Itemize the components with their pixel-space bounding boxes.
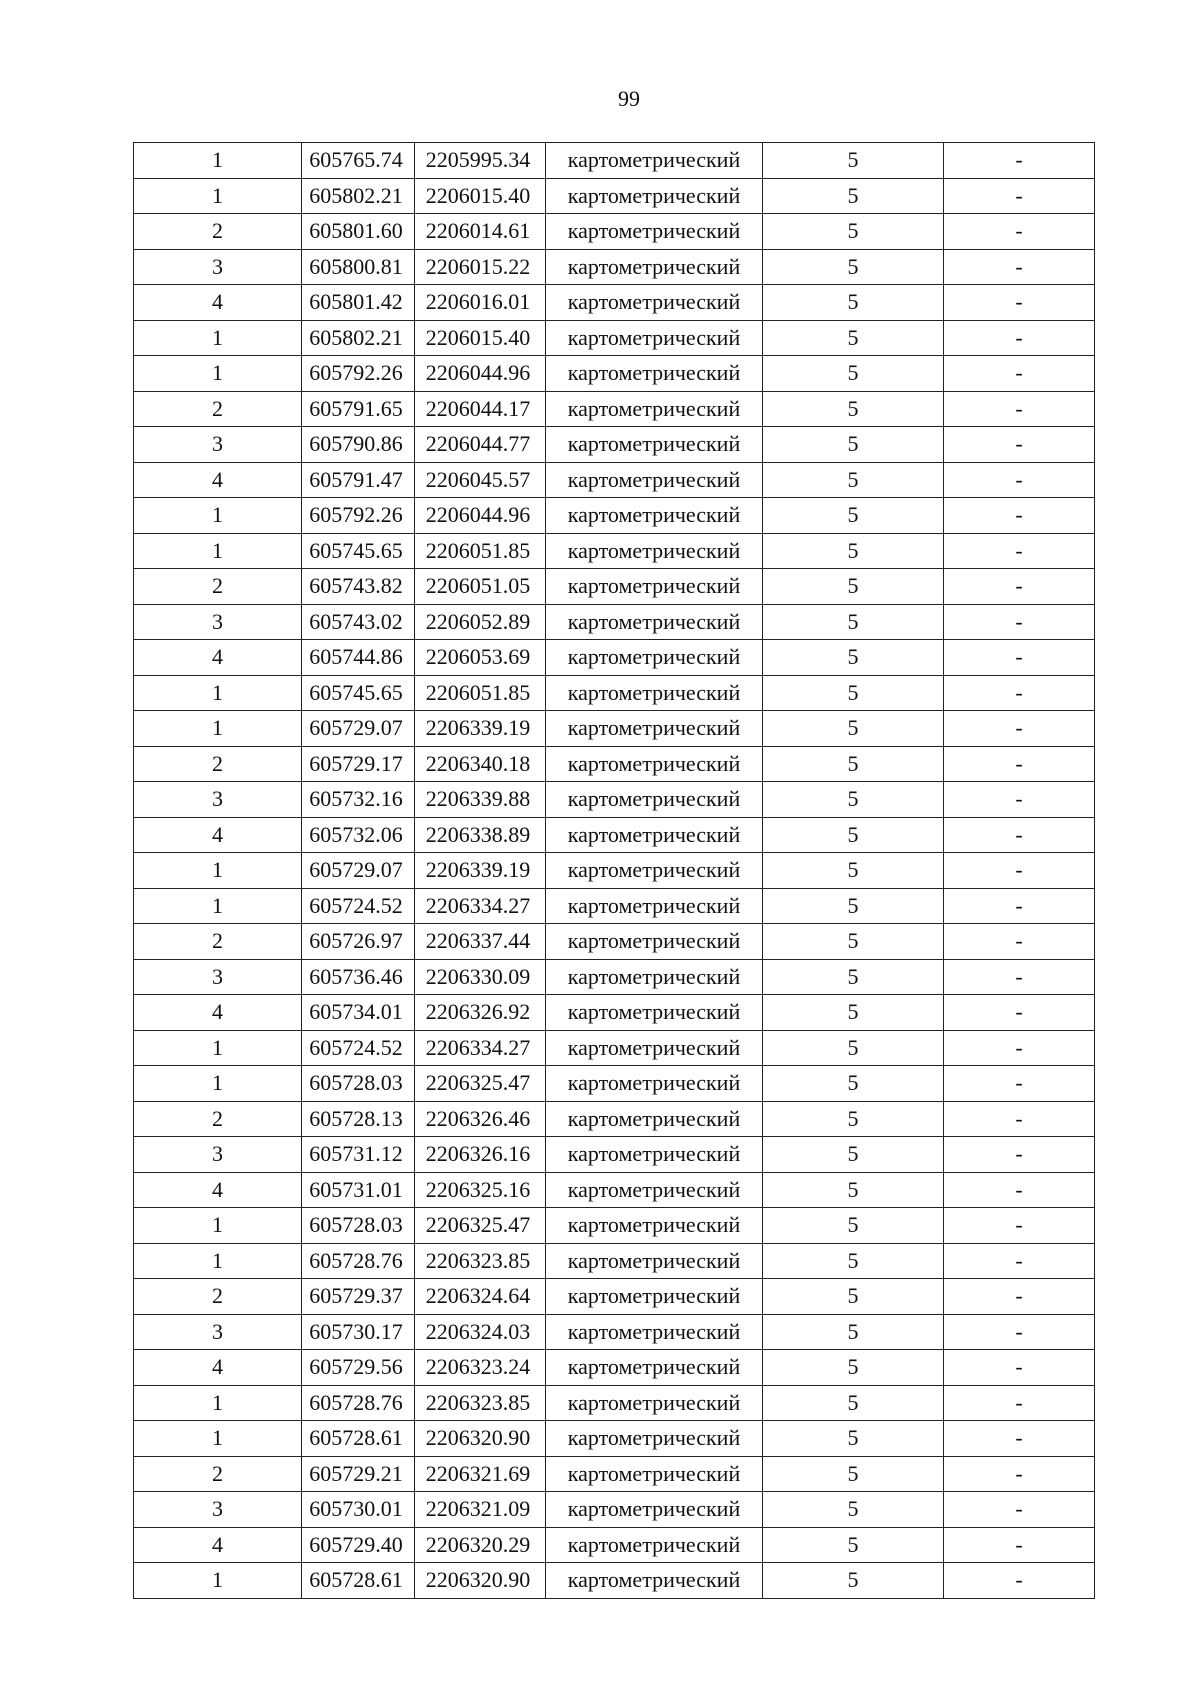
y-coordinate-cell: 2206044.17 xyxy=(415,391,546,427)
point-number-cell: 4 xyxy=(134,1172,302,1208)
accuracy-cell: 5 xyxy=(763,959,944,995)
method-cell: картометрический xyxy=(546,462,763,498)
x-coordinate-cell: 605791.47 xyxy=(302,462,415,498)
note-cell: - xyxy=(944,1030,1095,1066)
x-coordinate-cell: 605729.56 xyxy=(302,1350,415,1386)
method-cell: картометрический xyxy=(546,356,763,392)
accuracy-cell: 5 xyxy=(763,746,944,782)
accuracy-cell: 5 xyxy=(763,462,944,498)
method-cell: картометрический xyxy=(546,1314,763,1350)
accuracy-cell: 5 xyxy=(763,817,944,853)
note-cell: - xyxy=(944,214,1095,250)
method-cell: картометрический xyxy=(546,1137,763,1173)
x-coordinate-cell: 605765.74 xyxy=(302,143,415,179)
x-coordinate-cell: 605801.60 xyxy=(302,214,415,250)
note-cell: - xyxy=(944,1492,1095,1528)
method-cell: картометрический xyxy=(546,924,763,960)
method-cell: картометрический xyxy=(546,1456,763,1492)
accuracy-cell: 5 xyxy=(763,320,944,356)
x-coordinate-cell: 605730.01 xyxy=(302,1492,415,1528)
x-coordinate-cell: 605731.01 xyxy=(302,1172,415,1208)
x-coordinate-cell: 605732.06 xyxy=(302,817,415,853)
note-cell: - xyxy=(944,249,1095,285)
y-coordinate-cell: 2206324.64 xyxy=(415,1279,546,1315)
accuracy-cell: 5 xyxy=(763,1137,944,1173)
y-coordinate-cell: 2206320.29 xyxy=(415,1527,546,1563)
method-cell: картометрический xyxy=(546,1066,763,1102)
point-number-cell: 2 xyxy=(134,569,302,605)
y-coordinate-cell: 2206015.40 xyxy=(415,320,546,356)
y-coordinate-cell: 2206052.89 xyxy=(415,604,546,640)
point-number-cell: 2 xyxy=(134,1279,302,1315)
method-cell: картометрический xyxy=(546,1563,763,1599)
accuracy-cell: 5 xyxy=(763,1243,944,1279)
note-cell: - xyxy=(944,675,1095,711)
accuracy-cell: 5 xyxy=(763,143,944,179)
note-cell: - xyxy=(944,640,1095,676)
x-coordinate-cell: 605724.52 xyxy=(302,888,415,924)
table-row xyxy=(134,1030,1095,1066)
point-number-cell: 4 xyxy=(134,817,302,853)
y-coordinate-cell: 2206338.89 xyxy=(415,817,546,853)
y-coordinate-cell: 2206334.27 xyxy=(415,1030,546,1066)
table-row xyxy=(134,214,1095,250)
point-number-cell: 2 xyxy=(134,746,302,782)
table-row xyxy=(134,391,1095,427)
point-number-cell: 2 xyxy=(134,1101,302,1137)
y-coordinate-cell: 2205995.34 xyxy=(415,143,546,179)
method-cell: картометрический xyxy=(546,782,763,818)
x-coordinate-cell: 605745.65 xyxy=(302,675,415,711)
page-number: 99 xyxy=(618,86,640,111)
table-row xyxy=(134,498,1095,534)
x-coordinate-cell: 605728.76 xyxy=(302,1385,415,1421)
y-coordinate-cell: 2206044.96 xyxy=(415,498,546,534)
table-row xyxy=(134,1456,1095,1492)
note-cell: - xyxy=(944,462,1095,498)
x-coordinate-cell: 605728.61 xyxy=(302,1563,415,1599)
method-cell: картометрический xyxy=(546,1101,763,1137)
accuracy-cell: 5 xyxy=(763,782,944,818)
x-coordinate-cell: 605726.97 xyxy=(302,924,415,960)
table-row xyxy=(134,924,1095,960)
method-cell: картометрический xyxy=(546,1492,763,1528)
y-coordinate-cell: 2206320.90 xyxy=(415,1421,546,1457)
point-number-cell: 1 xyxy=(134,1563,302,1599)
point-number-cell: 1 xyxy=(134,1066,302,1102)
table-row xyxy=(134,1172,1095,1208)
method-cell: картометрический xyxy=(546,533,763,569)
y-coordinate-cell: 2206321.69 xyxy=(415,1456,546,1492)
method-cell: картометрический xyxy=(546,1421,763,1457)
x-coordinate-cell: 605745.65 xyxy=(302,533,415,569)
note-cell: - xyxy=(944,285,1095,321)
x-coordinate-cell: 605744.86 xyxy=(302,640,415,676)
y-coordinate-cell: 2206340.18 xyxy=(415,746,546,782)
accuracy-cell: 5 xyxy=(763,1279,944,1315)
y-coordinate-cell: 2206326.92 xyxy=(415,995,546,1031)
method-cell: картометрический xyxy=(546,853,763,889)
y-coordinate-cell: 2206051.05 xyxy=(415,569,546,605)
point-number-cell: 3 xyxy=(134,604,302,640)
point-number-cell: 2 xyxy=(134,214,302,250)
method-cell: картометрический xyxy=(546,675,763,711)
accuracy-cell: 5 xyxy=(763,391,944,427)
y-coordinate-cell: 2206339.19 xyxy=(415,853,546,889)
accuracy-cell: 5 xyxy=(763,1172,944,1208)
table-row xyxy=(134,143,1095,179)
point-number-cell: 3 xyxy=(134,1492,302,1528)
accuracy-cell: 5 xyxy=(763,1208,944,1244)
accuracy-cell: 5 xyxy=(763,1066,944,1102)
note-cell: - xyxy=(944,746,1095,782)
note-cell: - xyxy=(944,1421,1095,1457)
table-row xyxy=(134,1208,1095,1244)
note-cell: - xyxy=(944,1101,1095,1137)
note-cell: - xyxy=(944,178,1095,214)
table-row xyxy=(134,995,1095,1031)
y-coordinate-cell: 2206044.96 xyxy=(415,356,546,392)
x-coordinate-cell: 605724.52 xyxy=(302,1030,415,1066)
accuracy-cell: 5 xyxy=(763,569,944,605)
accuracy-cell: 5 xyxy=(763,533,944,569)
note-cell: - xyxy=(944,1066,1095,1102)
point-number-cell: 1 xyxy=(134,1385,302,1421)
y-coordinate-cell: 2206053.69 xyxy=(415,640,546,676)
accuracy-cell: 5 xyxy=(763,356,944,392)
accuracy-cell: 5 xyxy=(763,1385,944,1421)
table-row xyxy=(134,959,1095,995)
method-cell: картометрический xyxy=(546,249,763,285)
point-number-cell: 3 xyxy=(134,249,302,285)
point-number-cell: 1 xyxy=(134,320,302,356)
method-cell: картометрический xyxy=(546,498,763,534)
note-cell: - xyxy=(944,1208,1095,1244)
method-cell: картометрический xyxy=(546,1030,763,1066)
accuracy-cell: 5 xyxy=(763,1314,944,1350)
note-cell: - xyxy=(944,320,1095,356)
table-row xyxy=(134,356,1095,392)
x-coordinate-cell: 605731.12 xyxy=(302,1137,415,1173)
method-cell: картометрический xyxy=(546,569,763,605)
accuracy-cell: 5 xyxy=(763,1350,944,1386)
table-row xyxy=(134,746,1095,782)
x-coordinate-cell: 605736.46 xyxy=(302,959,415,995)
point-number-cell: 3 xyxy=(134,1314,302,1350)
note-cell: - xyxy=(944,533,1095,569)
note-cell: - xyxy=(944,498,1095,534)
y-coordinate-cell: 2206326.16 xyxy=(415,1137,546,1173)
y-coordinate-cell: 2206014.61 xyxy=(415,214,546,250)
method-cell: картометрический xyxy=(546,604,763,640)
x-coordinate-cell: 605792.26 xyxy=(302,498,415,534)
point-number-cell: 1 xyxy=(134,356,302,392)
x-coordinate-cell: 605791.65 xyxy=(302,391,415,427)
accuracy-cell: 5 xyxy=(763,640,944,676)
method-cell: картометрический xyxy=(546,1385,763,1421)
x-coordinate-cell: 605730.17 xyxy=(302,1314,415,1350)
accuracy-cell: 5 xyxy=(763,1456,944,1492)
x-coordinate-cell: 605728.03 xyxy=(302,1208,415,1244)
table-row xyxy=(134,853,1095,889)
method-cell: картометрический xyxy=(546,1279,763,1315)
note-cell: - xyxy=(944,356,1095,392)
method-cell: картометрический xyxy=(546,888,763,924)
note-cell: - xyxy=(944,782,1095,818)
note-cell: - xyxy=(944,853,1095,889)
table-row xyxy=(134,1350,1095,1386)
method-cell: картометрический xyxy=(546,391,763,427)
point-number-cell: 2 xyxy=(134,1456,302,1492)
y-coordinate-cell: 2206015.40 xyxy=(415,178,546,214)
point-number-cell: 1 xyxy=(134,675,302,711)
note-cell: - xyxy=(944,604,1095,640)
note-cell: - xyxy=(944,924,1095,960)
x-coordinate-cell: 605802.21 xyxy=(302,178,415,214)
point-number-cell: 1 xyxy=(134,498,302,534)
table-row xyxy=(134,1385,1095,1421)
accuracy-cell: 5 xyxy=(763,711,944,747)
method-cell: картометрический xyxy=(546,178,763,214)
y-coordinate-cell: 2206323.85 xyxy=(415,1243,546,1279)
y-coordinate-cell: 2206324.03 xyxy=(415,1314,546,1350)
note-cell: - xyxy=(944,143,1095,179)
note-cell: - xyxy=(944,1279,1095,1315)
method-cell: картометрический xyxy=(546,1527,763,1563)
point-number-cell: 1 xyxy=(134,1208,302,1244)
table-row xyxy=(134,1563,1095,1599)
method-cell: картометрический xyxy=(546,711,763,747)
accuracy-cell: 5 xyxy=(763,853,944,889)
point-number-cell: 1 xyxy=(134,533,302,569)
y-coordinate-cell: 2206330.09 xyxy=(415,959,546,995)
x-coordinate-cell: 605790.86 xyxy=(302,427,415,463)
note-cell: - xyxy=(944,1563,1095,1599)
note-cell: - xyxy=(944,888,1095,924)
method-cell: картометрический xyxy=(546,817,763,853)
accuracy-cell: 5 xyxy=(763,178,944,214)
note-cell: - xyxy=(944,711,1095,747)
point-number-cell: 1 xyxy=(134,1421,302,1457)
note-cell: - xyxy=(944,569,1095,605)
accuracy-cell: 5 xyxy=(763,888,944,924)
table-row xyxy=(134,1279,1095,1315)
accuracy-cell: 5 xyxy=(763,1527,944,1563)
method-cell: картометрический xyxy=(546,995,763,1031)
method-cell: картометрический xyxy=(546,427,763,463)
method-cell: картометрический xyxy=(546,214,763,250)
x-coordinate-cell: 605743.82 xyxy=(302,569,415,605)
point-number-cell: 4 xyxy=(134,1350,302,1386)
x-coordinate-cell: 605729.40 xyxy=(302,1527,415,1563)
y-coordinate-cell: 2206016.01 xyxy=(415,285,546,321)
x-coordinate-cell: 605729.17 xyxy=(302,746,415,782)
table-row xyxy=(134,285,1095,321)
point-number-cell: 2 xyxy=(134,391,302,427)
point-number-cell: 4 xyxy=(134,640,302,676)
accuracy-cell: 5 xyxy=(763,995,944,1031)
y-coordinate-cell: 2206051.85 xyxy=(415,675,546,711)
note-cell: - xyxy=(944,1456,1095,1492)
note-cell: - xyxy=(944,1243,1095,1279)
y-coordinate-cell: 2206051.85 xyxy=(415,533,546,569)
note-cell: - xyxy=(944,1137,1095,1173)
note-cell: - xyxy=(944,1314,1095,1350)
table-row xyxy=(134,604,1095,640)
accuracy-cell: 5 xyxy=(763,249,944,285)
point-number-cell: 1 xyxy=(134,178,302,214)
method-cell: картометрический xyxy=(546,285,763,321)
point-number-cell: 4 xyxy=(134,1527,302,1563)
accuracy-cell: 5 xyxy=(763,498,944,534)
note-cell: - xyxy=(944,817,1095,853)
point-number-cell: 1 xyxy=(134,711,302,747)
note-cell: - xyxy=(944,427,1095,463)
note-cell: - xyxy=(944,391,1095,427)
coordinates-table-body xyxy=(134,143,1095,1599)
method-cell: картометрический xyxy=(546,1172,763,1208)
accuracy-cell: 5 xyxy=(763,427,944,463)
point-number-cell: 2 xyxy=(134,924,302,960)
table-row xyxy=(134,569,1095,605)
y-coordinate-cell: 2206323.24 xyxy=(415,1350,546,1386)
table-row xyxy=(134,1527,1095,1563)
y-coordinate-cell: 2206325.16 xyxy=(415,1172,546,1208)
point-number-cell: 4 xyxy=(134,995,302,1031)
x-coordinate-cell: 605801.42 xyxy=(302,285,415,321)
table-row xyxy=(134,675,1095,711)
x-coordinate-cell: 605728.61 xyxy=(302,1421,415,1457)
y-coordinate-cell: 2206320.90 xyxy=(415,1563,546,1599)
y-coordinate-cell: 2206321.09 xyxy=(415,1492,546,1528)
x-coordinate-cell: 605729.21 xyxy=(302,1456,415,1492)
point-number-cell: 4 xyxy=(134,285,302,321)
x-coordinate-cell: 605800.81 xyxy=(302,249,415,285)
x-coordinate-cell: 605732.16 xyxy=(302,782,415,818)
x-coordinate-cell: 605728.13 xyxy=(302,1101,415,1137)
accuracy-cell: 5 xyxy=(763,214,944,250)
y-coordinate-cell: 2206339.88 xyxy=(415,782,546,818)
method-cell: картометрический xyxy=(546,1243,763,1279)
table-row xyxy=(134,640,1095,676)
accuracy-cell: 5 xyxy=(763,1421,944,1457)
note-cell: - xyxy=(944,1385,1095,1421)
point-number-cell: 3 xyxy=(134,427,302,463)
y-coordinate-cell: 2206339.19 xyxy=(415,711,546,747)
table-row xyxy=(134,711,1095,747)
accuracy-cell: 5 xyxy=(763,1101,944,1137)
note-cell: - xyxy=(944,995,1095,1031)
point-number-cell: 3 xyxy=(134,1137,302,1173)
point-number-cell: 1 xyxy=(134,1243,302,1279)
method-cell: картометрический xyxy=(546,143,763,179)
y-coordinate-cell: 2206325.47 xyxy=(415,1066,546,1102)
y-coordinate-cell: 2206337.44 xyxy=(415,924,546,960)
method-cell: картометрический xyxy=(546,1208,763,1244)
table-row xyxy=(134,462,1095,498)
table-row xyxy=(134,1066,1095,1102)
accuracy-cell: 5 xyxy=(763,924,944,960)
note-cell: - xyxy=(944,1172,1095,1208)
table-row xyxy=(134,178,1095,214)
x-coordinate-cell: 605734.01 xyxy=(302,995,415,1031)
note-cell: - xyxy=(944,959,1095,995)
point-number-cell: 1 xyxy=(134,853,302,889)
table-row xyxy=(134,320,1095,356)
point-number-cell: 3 xyxy=(134,959,302,995)
method-cell: картометрический xyxy=(546,959,763,995)
y-coordinate-cell: 2206045.57 xyxy=(415,462,546,498)
method-cell: картометрический xyxy=(546,320,763,356)
y-coordinate-cell: 2206323.85 xyxy=(415,1385,546,1421)
x-coordinate-cell: 605729.37 xyxy=(302,1279,415,1315)
y-coordinate-cell: 2206325.47 xyxy=(415,1208,546,1244)
point-number-cell: 4 xyxy=(134,462,302,498)
table-row xyxy=(134,1137,1095,1173)
table-row xyxy=(134,1314,1095,1350)
table-row xyxy=(134,1421,1095,1457)
accuracy-cell: 5 xyxy=(763,675,944,711)
method-cell: картометрический xyxy=(546,1350,763,1386)
y-coordinate-cell: 2206044.77 xyxy=(415,427,546,463)
point-number-cell: 1 xyxy=(134,1030,302,1066)
table-row xyxy=(134,817,1095,853)
x-coordinate-cell: 605729.07 xyxy=(302,853,415,889)
x-coordinate-cell: 605743.02 xyxy=(302,604,415,640)
table-row xyxy=(134,249,1095,285)
table-row xyxy=(134,1243,1095,1279)
x-coordinate-cell: 605802.21 xyxy=(302,320,415,356)
x-coordinate-cell: 605728.03 xyxy=(302,1066,415,1102)
coordinates-table xyxy=(133,142,1095,1599)
accuracy-cell: 5 xyxy=(763,1563,944,1599)
x-coordinate-cell: 605792.26 xyxy=(302,356,415,392)
accuracy-cell: 5 xyxy=(763,1492,944,1528)
point-number-cell: 3 xyxy=(134,782,302,818)
table-row xyxy=(134,782,1095,818)
method-cell: картометрический xyxy=(546,746,763,782)
method-cell: картометрический xyxy=(546,640,763,676)
table-row xyxy=(134,1101,1095,1137)
note-cell: - xyxy=(944,1350,1095,1386)
accuracy-cell: 5 xyxy=(763,604,944,640)
table-row xyxy=(134,1492,1095,1528)
table-row xyxy=(134,888,1095,924)
note-cell: - xyxy=(944,1527,1095,1563)
y-coordinate-cell: 2206015.22 xyxy=(415,249,546,285)
accuracy-cell: 5 xyxy=(763,285,944,321)
point-number-cell: 1 xyxy=(134,888,302,924)
accuracy-cell: 5 xyxy=(763,1030,944,1066)
point-number-cell: 1 xyxy=(134,143,302,179)
table-row xyxy=(134,427,1095,463)
x-coordinate-cell: 605728.76 xyxy=(302,1243,415,1279)
y-coordinate-cell: 2206334.27 xyxy=(415,888,546,924)
x-coordinate-cell: 605729.07 xyxy=(302,711,415,747)
table-row xyxy=(134,533,1095,569)
y-coordinate-cell: 2206326.46 xyxy=(415,1101,546,1137)
